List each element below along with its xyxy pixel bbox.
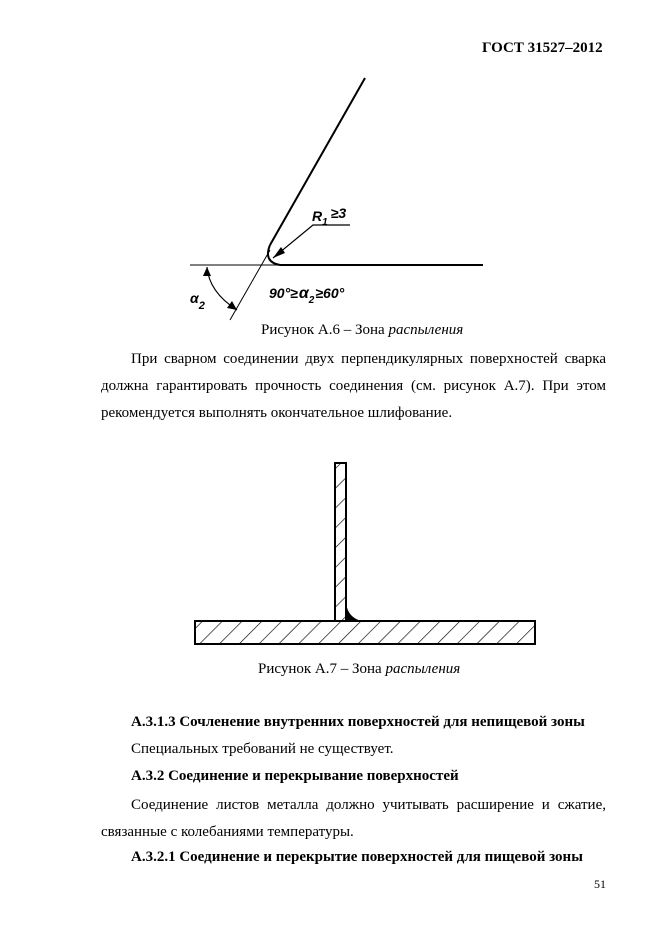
angle-arrowhead-bottom [227,301,237,310]
text-a313: Специальных требований не существует. [131,741,394,757]
horizontal-plate [195,621,535,644]
paragraph-weld-joint: При сварном соединении двух перпендикулярных поверхностей сварка должна гарантировать прочность соединения (см. рисунок А.7). При этом рекомендуется выполнять окончательное шлифование. [101,351,606,421]
figure-a7-caption [258,661,460,678]
figure-a7-drawing [190,455,540,655]
angle-label: $\alpha_2$ [190,290,205,312]
angle-arrowhead-top [203,267,211,276]
radius-arrowhead [273,247,285,258]
caption-text: Рисунок А.6 – Зона [261,322,389,338]
angle-range-label: $90^\circ\ge\alpha_2\ge 60^\circ$ [269,285,345,306]
caption-text: Рисунок А.7 – Зона [258,661,386,677]
figure-a7 [190,455,540,655]
caption-italic-text: распыления [388,322,464,338]
vertical-plate [335,463,346,621]
weld-fillet [346,603,362,621]
radius-label: $R_1\ge 3$ [312,205,347,228]
caption-italic-text: распыления [385,661,461,677]
page-number: 51 [594,877,606,891]
document-header: ГОСТ 31527–2012 [482,40,603,56]
figure-a6-caption [261,322,463,339]
figure-a6-drawing [185,70,495,330]
figure-a6 [185,70,495,330]
heading-a32: А.3.2 Соединение и перекрывание поверхностей [131,768,459,784]
heading-a313: А.3.1.3 Сочленение внутренних поверхностей для непищевой зоны [131,714,585,730]
text-a32: Соединение листов металла должно учитывать расширение и сжатие, связанные с колебаниями температуры. [101,797,606,840]
heading-a321: А.3.2.1 Соединение и перекрытие поверхностей для пищевой зоны [131,849,583,865]
